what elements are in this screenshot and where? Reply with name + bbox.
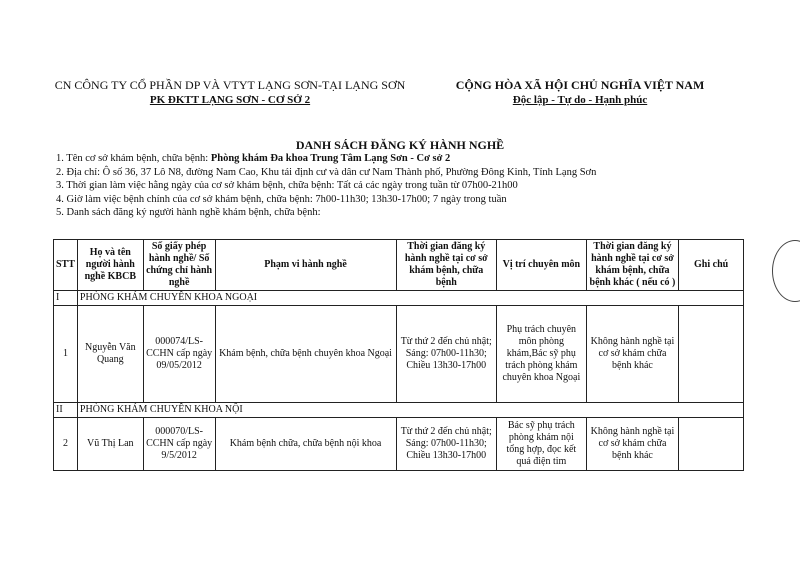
cell-note bbox=[679, 418, 744, 471]
document-title: DANH SÁCH ĐĂNG KÝ HÀNH NGHỀ bbox=[295, 138, 505, 152]
cell-scope: Khám bệnh, chữa bệnh chuyên khoa Ngoại bbox=[215, 306, 396, 403]
col-header-scope: Phạm vi hành nghề bbox=[215, 240, 396, 291]
section-title: PHÒNG KHÁM CHUYÊN KHOA NGOẠI bbox=[77, 291, 743, 306]
cell-other: Không hành nghề tại cơ sở khám chữa bệnh khác bbox=[586, 306, 679, 403]
col-header-position: Vị trí chuyên môn bbox=[497, 240, 587, 291]
section-number: I bbox=[54, 291, 78, 306]
info-line-5: 5. Danh sách đăng ký người hành nghề khám bệnh, chữa bệnh: bbox=[56, 207, 321, 218]
info-line-4: 4. Giờ làm việc bệnh chính của cơ sở khám bệnh, chữa bệnh: 7h00-11h30; 13h30-17h00; 7 ngày trong tuần bbox=[56, 193, 507, 205]
national-motto: Độc lập - Tự do - Hạnh phúc bbox=[512, 94, 648, 106]
practitioner-table bbox=[53, 239, 744, 471]
col-header-time: Thời gian đăng ký hành nghề tại cơ sở khám bệnh, chữa bệnh bbox=[396, 240, 497, 291]
cell-position: Phụ trách chuyên môn phòng khám,Bác sỹ phụ trách phòng khám chuyên khoa Ngoại bbox=[497, 306, 587, 403]
national-header bbox=[430, 78, 730, 108]
cell-time: Từ thứ 2 đến chủ nhật; Sáng: 07h00-11h30; Chiều 13h30-17h00 bbox=[396, 306, 497, 403]
info-line-1-label: 1. Tên cơ sở khám bệnh, chữa bệnh: bbox=[56, 153, 211, 164]
col-header-name: Họ và tên người hành nghề KBCB bbox=[77, 240, 143, 291]
col-header-note: Ghi chú bbox=[679, 240, 744, 291]
cell-stt: 2 bbox=[54, 418, 78, 471]
col-header-license: Số giấy phép hành nghề/ Số chứng chỉ hành nghề bbox=[143, 240, 215, 291]
section-number: II bbox=[54, 403, 78, 418]
col-header-stt: STT bbox=[54, 240, 78, 291]
table-row bbox=[54, 306, 744, 403]
table-row bbox=[54, 418, 744, 471]
info-line-1-value: Phòng khám Đa khoa Trung Tâm Lạng Sơn - Cơ sở 2 bbox=[210, 153, 451, 164]
national-title: CỘNG HÒA XÃ HỘI CHỦ NGHĨA VIỆT NAM bbox=[455, 78, 705, 92]
cell-other: Không hành nghề tại cơ sở khám chữa bệnh khác bbox=[586, 418, 679, 471]
info-line-3: 3. Thời gian làm việc hằng ngày của cơ sở khám bệnh, chữa bệnh: Tất cả các ngày trong tuần từ 07h00-21h00 bbox=[56, 180, 518, 191]
cell-note bbox=[679, 306, 744, 403]
cell-scope: Khám bệnh chữa, chữa bệnh nội khoa bbox=[215, 418, 396, 471]
cell-license: 000074/LS-CCHN cấp ngày 09/05/2012 bbox=[143, 306, 215, 403]
cell-position: Bác sỹ phụ trách phòng khám nội tổng hợp, đọc kết quả điện tim bbox=[497, 418, 587, 471]
table-header-row bbox=[54, 240, 744, 291]
stamp-edge bbox=[772, 240, 800, 302]
cell-name: Vũ Thị Lan bbox=[77, 418, 143, 471]
section-row-1 bbox=[54, 291, 744, 306]
info-line-2: 2. Địa chỉ: Ô số 36, 37 Lô N8, đường Nam Cao, Khu tái định cư và dân cư Nam Thành phố, Phường Đông Kinh, Tỉnh Lạng Sơn bbox=[56, 166, 597, 178]
cell-name: Nguyễn Văn Quang bbox=[77, 306, 143, 403]
info-line-1 bbox=[56, 152, 596, 166]
cell-license: 000070/LS-CCHN cấp ngày 9/5/2012 bbox=[143, 418, 215, 471]
clinic-info bbox=[56, 152, 596, 220]
cell-stt: 1 bbox=[54, 306, 78, 403]
org-header bbox=[40, 78, 420, 108]
section-row-2 bbox=[54, 403, 744, 418]
section-title: PHÒNG KHÁM CHUYÊN KHOA NỘI bbox=[77, 403, 743, 418]
org-name: CN CÔNG TY CỔ PHẦN DP VÀ VTYT LẠNG SƠN-TẠI LẠNG SƠN bbox=[54, 78, 406, 92]
clinic-name: PK ĐKTT LẠNG SƠN - CƠ SỞ 2 bbox=[149, 94, 311, 106]
col-header-other: Thời gian đăng ký hành nghề tại cơ sở khám bệnh, chữa bệnh khác ( nếu có ) bbox=[586, 240, 679, 291]
cell-time: Từ thứ 2 đến chủ nhật; Sáng: 07h00-11h30; Chiều 13h30-17h00 bbox=[396, 418, 497, 471]
